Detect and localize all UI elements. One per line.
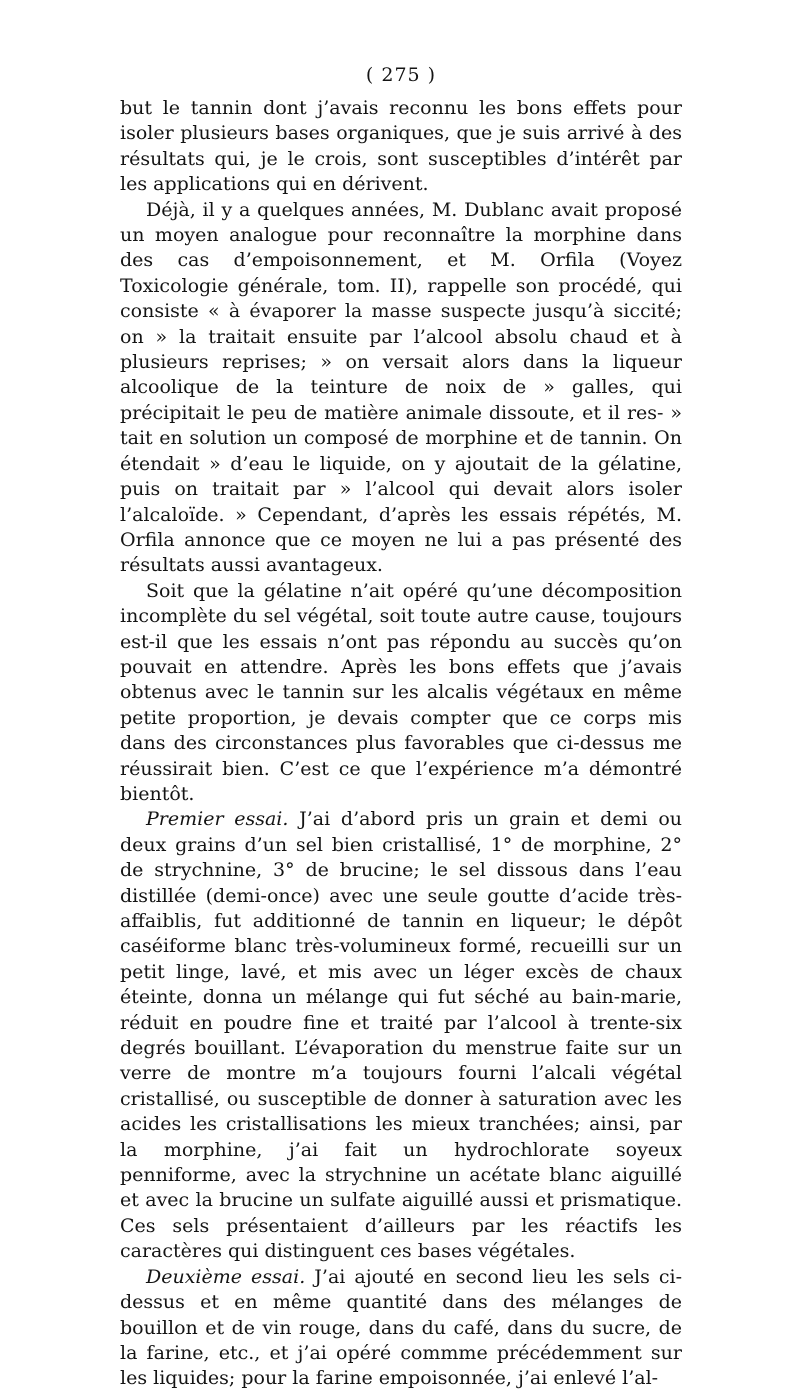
- paragraph-2-text: Déjà, il y a quelques années, M. Dublanc avait proposé un moyen analogue pour reconnaître la morphine dans des cas d’empoisonnement, et M. Orfila (Voyez Toxicologie générale, tom. II), rappelle son procédé, qui consiste « à évaporer la masse suspecte jusqu’à siccité; on » la traitait ensuite par l’alcool absolu chaud et à plusieurs reprises; » on versait alors dans la liqueur alcoolique de la teinture de noix de » galles, qui précipitait le peu de matière animale dissoute, et il res- » tait en solution un composé de morphine et de tannin. On étendait » d’eau le liquide, on y ajoutait de la gélatine, puis on traitait par » l’alcool qui devait alors isoler l’alcaloïde. » Cependant, d’après les essais répétés, M. Orfila annonce que ce moyen ne lui a pas présenté des résultats aussi avantageux.: [120, 198, 682, 577]
- paragraph-3-text: Soit que la gélatine n’ait opéré qu’une décomposition incomplète du sel végétal, soit toute autre cause, toujours est-il que les essais n’ont pas répondu au succès qu’on pouvait en attendre. Après les bons effets que j’avais obtenus avec le tannin sur les alcalis végétaux en même petite proportion, je devais compter que ce corps mis dans des circonstances plus favorables que ci-dessus me réussirait bien. C’est ce que l’expérience m’a démontré bientôt.: [120, 579, 682, 805]
- paragraph-premier-essai: [120, 807, 682, 1264]
- document-page: [120, 62, 682, 1392]
- paragraph-premier-essai-text: J’ai d’abord pris un grain et demi ou deux grains d’un sel bien cristallisé, 1° de morphine, 2° de strychnine, 3° de brucine; le sel dissous dans l’eau distillée (demi-once) avec une seule goutte d’acide très-affaiblis, fut additionné de tannin en liqueur; le dépôt caséiforme blanc très-volumineux formé, recueilli sur un petit linge, lavé, et mis avec un léger excès de chaux éteinte, donna un mélange qui fut séché au bain-marie, réduit en poudre fine et traité par l’alcool à trente-six degrés bouillant. L’évaporation du menstrue faite sur un verre de montre m’a toujours fourni l’alcali végétal cristallisé, ou susceptible de donner à saturation avec les acides les cristallisations les mieux tranchées; ainsi, par la morphine, j’ai fait un hydrochlorate soyeux penniforme, avec la strychnine un acétate blanc aiguillé et avec la brucine un sulfate aiguillé aussi et prismatique. Ces sels présentaient d’ailleurs par les réactifs les caractères qui distinguent ces bases végétales.: [120, 808, 682, 1263]
- paragraph-2: [120, 198, 682, 579]
- section-lead-deuxieme-essai: Deuxième essai.: [146, 1265, 306, 1288]
- paragraph-1-text: but le tannin dont j’avais reconnu les bons effets pour isoler plusieurs bases organiques, que je suis arrivé à des résultats qui, je le crois, sont susceptibles d’intérêt par les applications qui en dérivent.: [120, 97, 682, 196]
- paragraph-3: [120, 579, 682, 808]
- paragraph-deuxieme-essai: [120, 1265, 682, 1392]
- section-lead-premier-essai: Premier essai.: [146, 808, 289, 831]
- paragraph-1: [120, 96, 682, 198]
- page-number: ( 275 ): [365, 64, 437, 86]
- paragraph-deuxieme-essai-text: J’ai ajouté en second lieu les sels ci-dessus et en même quantité dans des mélanges de bouillon et de vin rouge, dans du café, dans du sucre, de la farine, etc., et j’ai opéré commme précédemment sur les liquides; pour la farine empoisonnée, j’ai enlevé l’al-: [120, 1265, 682, 1390]
